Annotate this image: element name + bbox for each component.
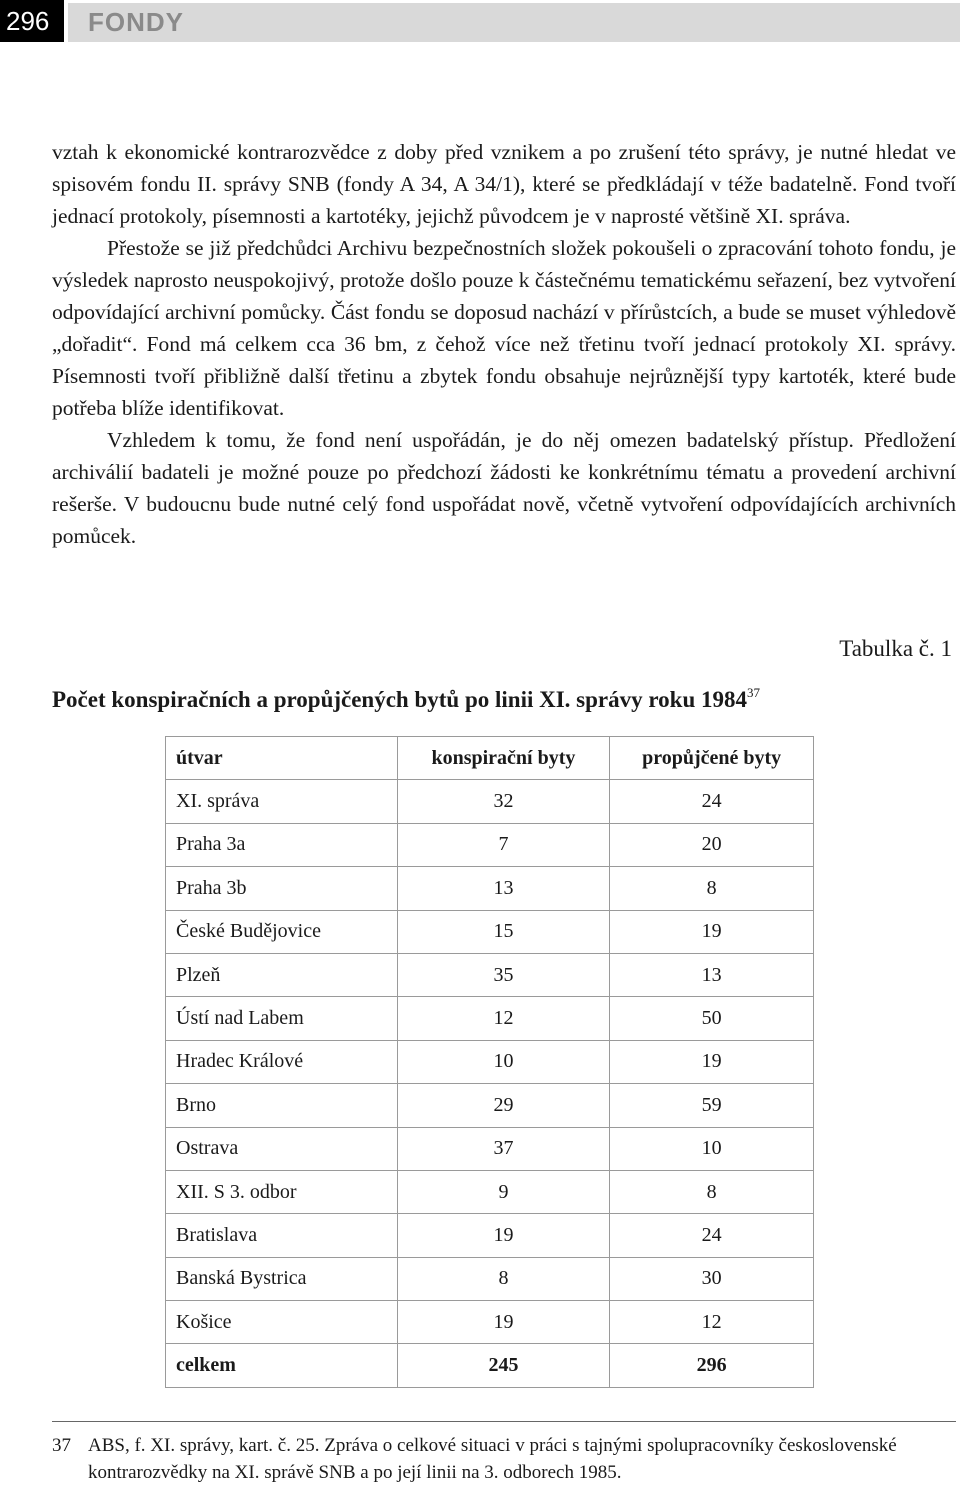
table-cell: 12 xyxy=(610,1301,814,1344)
header-bar xyxy=(68,3,960,42)
table-cell: celkem xyxy=(166,1344,398,1387)
table-cell: Ústí nad Labem xyxy=(166,997,398,1040)
table-cell: 245 xyxy=(397,1344,610,1387)
footnote-ref: 37 xyxy=(747,685,760,700)
table-cell: Plzeň xyxy=(166,953,398,996)
footnote-number: 37 xyxy=(52,1435,71,1456)
table-cell: Hradec Králové xyxy=(166,1040,398,1083)
column-header: propůjčené byty xyxy=(610,737,814,780)
table-row xyxy=(166,1040,814,1083)
table-cell: 19 xyxy=(397,1214,610,1257)
table-cell: Ostrava xyxy=(166,1127,398,1170)
table-cell: Brno xyxy=(166,1084,398,1127)
table-header-row xyxy=(166,737,814,780)
table-row xyxy=(166,780,814,823)
footnote-text: ABS, f. XI. správy, kart. č. 25. Zpráva o celkové situaci v práci s tajnými spolupracovníky československé kontrarozvědky na XI. správě SNB a po její linii na 3. odborech 1985. xyxy=(88,1435,897,1483)
table-row xyxy=(166,1301,814,1344)
table-cell: 19 xyxy=(610,910,814,953)
table-cell: 24 xyxy=(610,1214,814,1257)
table-cell: 32 xyxy=(397,780,610,823)
column-header: útvar xyxy=(166,737,398,780)
table-cell: 20 xyxy=(610,823,814,866)
table-cell: 10 xyxy=(610,1127,814,1170)
section-title: FONDY xyxy=(88,7,184,37)
table-cell: 35 xyxy=(397,953,610,996)
table-cell: 7 xyxy=(397,823,610,866)
table-title xyxy=(52,676,760,717)
table-cell: Banská Bystrica xyxy=(166,1257,398,1300)
table-row xyxy=(166,1257,814,1300)
table-cell: 15 xyxy=(397,910,610,953)
table-cell: 13 xyxy=(397,867,610,910)
table-cell: Bratislava xyxy=(166,1214,398,1257)
table-cell: 19 xyxy=(397,1301,610,1344)
footnote-divider xyxy=(52,1421,956,1422)
page-header xyxy=(0,0,960,42)
table-cell: Praha 3a xyxy=(166,823,398,866)
page-number: 296 xyxy=(0,0,64,42)
column-header: konspirační byty xyxy=(397,737,610,780)
table-total-row xyxy=(166,1344,814,1387)
table-cell: 9 xyxy=(397,1170,610,1213)
table-cell: České Budějovice xyxy=(166,910,398,953)
table-cell: Praha 3b xyxy=(166,867,398,910)
table-cell: 24 xyxy=(610,780,814,823)
table-cell: 50 xyxy=(610,997,814,1040)
table-row xyxy=(166,1170,814,1213)
table-cell: XII. S 3. odbor xyxy=(166,1170,398,1213)
paragraph: Přestože se již předchůdci Archivu bezpečnostních složek pokoušeli o zpracování tohoto fondu, je výsledek naprosto neuspokojivý, protože došlo pouze k částečnému tematickému seřazení, bez vytvoření odpovídající archivní pomůcky. Část fondu se doposud nachází v přírůstcích, a bude se muset výhledově „dořadit“. Fond má celkem cca 36 bm, z čehož více než třetinu tvoří jednací protokoly XI. správy. Písemnosti tvoří přibližně další třetinu a zbytek fondu obsahuje nejrůznější typy kartoték, které bude potřeba blíže identifikovat. xyxy=(52,236,956,420)
table-row xyxy=(166,997,814,1040)
table-cell: 8 xyxy=(610,1170,814,1213)
table-cell: 29 xyxy=(397,1084,610,1127)
table-cell: 8 xyxy=(397,1257,610,1300)
data-table xyxy=(165,736,814,1388)
body-text xyxy=(52,136,956,552)
table-cell: 8 xyxy=(610,867,814,910)
table-cell: 59 xyxy=(610,1084,814,1127)
footnote xyxy=(52,1432,956,1486)
table-cell: Košice xyxy=(166,1301,398,1344)
table-cell: XI. správa xyxy=(166,780,398,823)
table-row xyxy=(166,910,814,953)
table-row xyxy=(166,867,814,910)
table-cell: 37 xyxy=(397,1127,610,1170)
table-row xyxy=(166,823,814,866)
paragraph: vztah k ekonomické kontrarozvědce z doby před vznikem a po zrušení této správy, je nutné hledat ve spisovém fondu II. správy SNB (fondy A 34, A 34/1), které se předkládají v téže badatelně. Fond tvoří jednací protokoly, písemnosti a kartotéky, jejichž původcem je v naprosté většině XI. správa. xyxy=(52,140,956,228)
table-row xyxy=(166,1084,814,1127)
table-cell: 12 xyxy=(397,997,610,1040)
table-cell: 10 xyxy=(397,1040,610,1083)
table-cell: 30 xyxy=(610,1257,814,1300)
table-cell: 296 xyxy=(610,1344,814,1387)
table-title-text: Počet konspiračních a propůjčených bytů po linii XI. správy roku 1984 xyxy=(52,687,747,712)
paragraph: Vzhledem k tomu, že fond není uspořádán, je do něj omezen badatelský přístup. Předložení archiválií badateli je možné pouze po předchozí žádosti ke konkrétnímu tématu a provedení archivní rešerše. V budoucnu bude nutné celý fond uspořádat nově, včetně vytvoření odpovídajících archivních pomůcek. xyxy=(52,428,956,548)
table-label: Tabulka č. 1 xyxy=(839,636,952,661)
table-row xyxy=(166,1214,814,1257)
table-row xyxy=(166,953,814,996)
table-cell: 19 xyxy=(610,1040,814,1083)
table-cell: 13 xyxy=(610,953,814,996)
table-row xyxy=(166,1127,814,1170)
